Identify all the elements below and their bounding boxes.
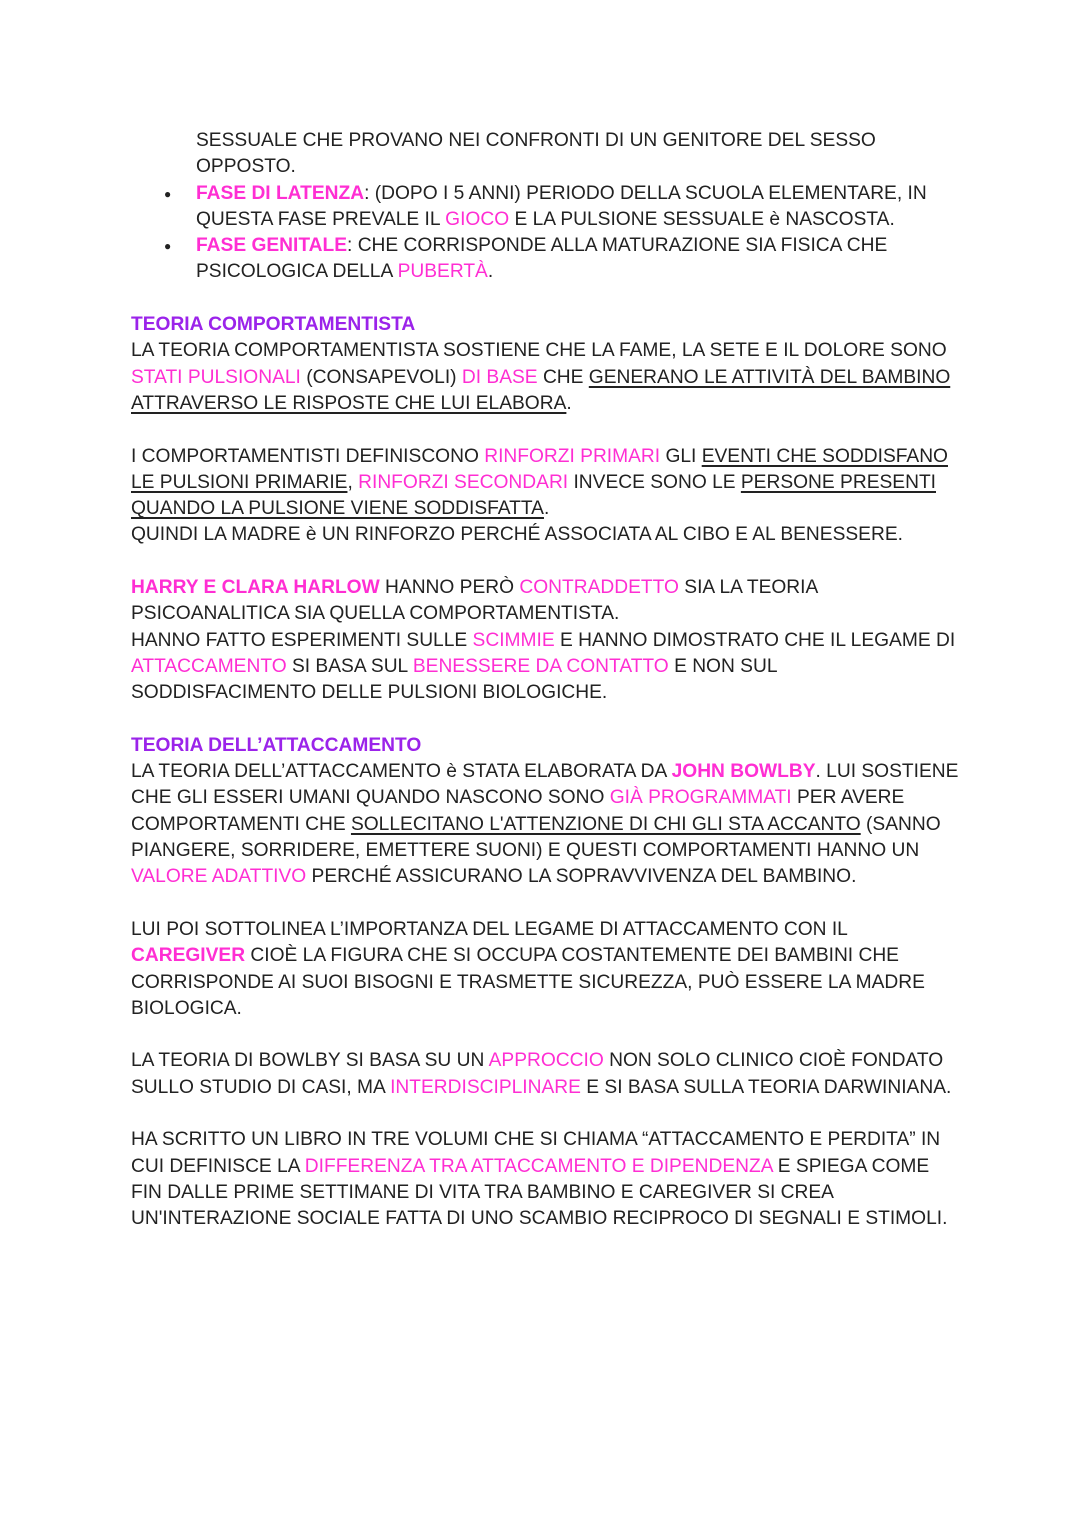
- highlight-di-base: DI BASE: [461, 366, 538, 388]
- underlined-persone-presenti: PERSONE PRESENTI QUANDO LA PULSIONE VIENE SODDISFATTA: [131, 471, 936, 520]
- underlined-sollecitano-attenzione: SOLLECITANO L'ATTENZIONE DI CHI GLI STA ACCANTO: [350, 813, 861, 835]
- highlight-rinforzi-primari: RINFORZI PRIMARI: [484, 445, 661, 467]
- term-caregiver: CAREGIVER: [131, 945, 246, 967]
- line-madre-rinforzo: QUINDI LA MADRE è UN RINFORZO PERCHÉ ASSOCIATA AL CIBO E AL BENESSERE.: [131, 524, 903, 546]
- highlight-puberta: PUBERTÀ: [397, 261, 488, 283]
- name-john-bowlby: JOHN BOWLBY: [671, 761, 816, 783]
- spacer: [131, 707, 961, 733]
- underlined-attivita-bambino: GENERANO LE ATTIVITÀ DEL BAMBINO ATTRAVERSO LE RISPOSTE CHE LUI ELABORA: [131, 366, 951, 414]
- underlined-eventi: EVENTI CHE SODDISFANO LE PULSIONI PRIMARIE: [131, 445, 948, 493]
- paragraph-harlow: HARRY E CLARA HARLOW HANNO PERÒ CONTRADDETTO SIA LA TEORIA PSICOANALITICA SIA QUELLA COMPORTAMENTISTA. HANNO FATTO ESPERIMENTI SULLE SCIMMIE E HANNO DIMOSTRATO CHE IL LEGAME DI ATTACCAMENTO SI BASA SUL BENESSERE DA CONTATTO E NON SUL SODDISFACIMENTO DELLE PULSIONI BIOLOGICHE.: [131, 577, 956, 704]
- highlight-stati-pulsionali: STATI PULSIONALI: [131, 366, 301, 388]
- heading-teoria-comportamentista: TEORIA COMPORTAMENTISTA: [131, 314, 416, 336]
- term-fase-latenza: FASE DI LATENZA: [196, 182, 365, 204]
- continued-text-line-1: SESSUALE CHE PROVANO NEI CONFRONTI DI UN GENITORE DEL SESSO: [196, 130, 876, 151]
- highlight-attaccamento: ATTACCAMENTO: [131, 655, 287, 677]
- spacer: [131, 1101, 961, 1127]
- list-item-fase-genitale: ● FASE GENITALE: CHE CORRISPONDE ALLA MATURAZIONE SIA FISICA CHE PSICOLOGICA DELLA PUBERTÀ.: [196, 233, 961, 286]
- highlight-scimmie: SCIMMIE: [472, 629, 555, 651]
- highlight-rinforzi-secondari: RINFORZI SECONDARI: [358, 471, 569, 493]
- spacer: [131, 549, 961, 575]
- paragraph-comportamentista-1: LA TEORIA COMPORTAMENTISTA SOSTIENE CHE LA FAME, LA SETE E IL DOLORE SONO STATI PULSIONALI (CONSAPEVOLI) DI BASE CHE GENERANO LE ATTIVITÀ DEL BAMBINO ATTRAVERSO LE RISPOSTE CHE LUI ELABORA.: [131, 340, 951, 414]
- name-harry-clara-harlow: HARRY E CLARA HARLOW: [131, 577, 380, 599]
- list-item-continuation: [196, 128, 961, 181]
- paragraph-attaccamento-2: LUI POI SOTTOLINEA L’IMPORTANZA DEL LEGAME DI ATTACCAMENTO CON IL CAREGIVER CIOÈ LA FIGURA CHE SI OCCUPA COSTANTEMENTE DEI BAMBINI CHE CORRISPONDE AI SUOI BISOGNI E TRASMETTE SICUREZZA, PUÒ ESSERE LA MADRE BIOLOGICA.: [131, 918, 925, 1019]
- list-item-fase-latenza: ● FASE DI LATENZA: (DOPO I 5 ANNI) PERIODO DELLA SCUOLA ELEMENTARE, IN QUESTA FASE PREVALE IL GIOCO E LA PULSIONE SESSUALE è NASCOSTA.: [196, 181, 961, 234]
- document-body: [131, 128, 961, 1232]
- highlight-interdisciplinare: INTERDISCIPLINARE: [390, 1076, 581, 1098]
- highlight-gia-programmati: GIÀ PROGRAMMATI: [609, 787, 792, 809]
- paragraph-attaccamento-4: HA SCRITTO UN LIBRO IN TRE VOLUMI CHE SI CHIAMA “ATTACCAMENTO E PERDITA” IN CUI DEFINISCE LA DIFFERENZA TRA ATTACCAMENTO E DIPENDENZA E SPIEGA COME FIN DALLE PRIME SETTIMANE DI VITA TRA BAMBINO E CAREGIVER SI CREA UN'INTERAZIONE SOCIALE FATTA DI UNO SCAMBIO RECIPROCO DI SEGNALI E STIMOLI.: [131, 1129, 948, 1230]
- spacer: [131, 286, 961, 312]
- term-fase-genitale: FASE GENITALE: [196, 235, 348, 257]
- highlight-contraddetto: CONTRADDETTO: [519, 577, 679, 599]
- spacer: [131, 417, 961, 443]
- paragraph-attaccamento-1: LA TEORIA DELL’ATTACCAMENTO è STATA ELABORATA DA JOHN BOWLBY. LUI SOSTIENE CHE GLI ESSERI UMANI QUANDO NASCONO SONO GIÀ PROGRAMMATI PER AVERE COMPORTAMENTI CHE SOLLECITANO L'ATTENZIONE DI CHI GLI STA ACCANTO (SANNO PIANGERE, SORRIDERE, EMETTERE SUONI) E QUESTI COMPORTAMENTI HANNO UN VALORE ADATTIVO PERCHÉ ASSICURANO LA SOPRAVVIVENZA DEL BAMBINO.: [131, 761, 959, 888]
- spacer: [131, 891, 961, 917]
- highlight-approccio: APPROCCIO: [488, 1050, 604, 1072]
- highlight-valore-adattivo: VALORE ADATTIVO: [131, 866, 307, 888]
- highlight-benessere-contatto: BENESSERE DA CONTATTO: [412, 655, 669, 677]
- highlight-gioco: GIOCO: [445, 208, 510, 230]
- heading-teoria-attaccamento: TEORIA DELL’ATTACCAMENTO: [131, 734, 422, 756]
- phase-list: [131, 128, 961, 286]
- paragraph-comportamentista-2: I COMPORTAMENTISTI DEFINISCONO RINFORZI PRIMARI GLI EVENTI CHE SODDISFANO LE PULSIONI PRIMARIE, RINFORZI SECONDARI INVECE SONO LE PERSONE PRESENTI QUANDO LA PULSIONE VIENE SODDISFATTA. QUINDI LA MADRE è UN RINFORZO PERCHÉ ASSOCIATA AL CIBO E AL BENESSERE.: [131, 445, 948, 546]
- paragraph-attaccamento-3: LA TEORIA DI BOWLBY SI BASA SU UN APPROCCIO NON SOLO CLINICO CIOÈ FONDATO SULLO STUDIO DI CASI, MA INTERDISCIPLINARE E SI BASA SULLA TEORIA DARWINIANA.: [131, 1050, 952, 1098]
- highlight-differenza-attaccamento-dipendenza: DIFFERENZA TRA ATTACCAMENTO E DIPENDENZA: [304, 1155, 773, 1177]
- continued-text-line-2: OPPOSTO.: [196, 156, 296, 178]
- spacer: [131, 1022, 961, 1048]
